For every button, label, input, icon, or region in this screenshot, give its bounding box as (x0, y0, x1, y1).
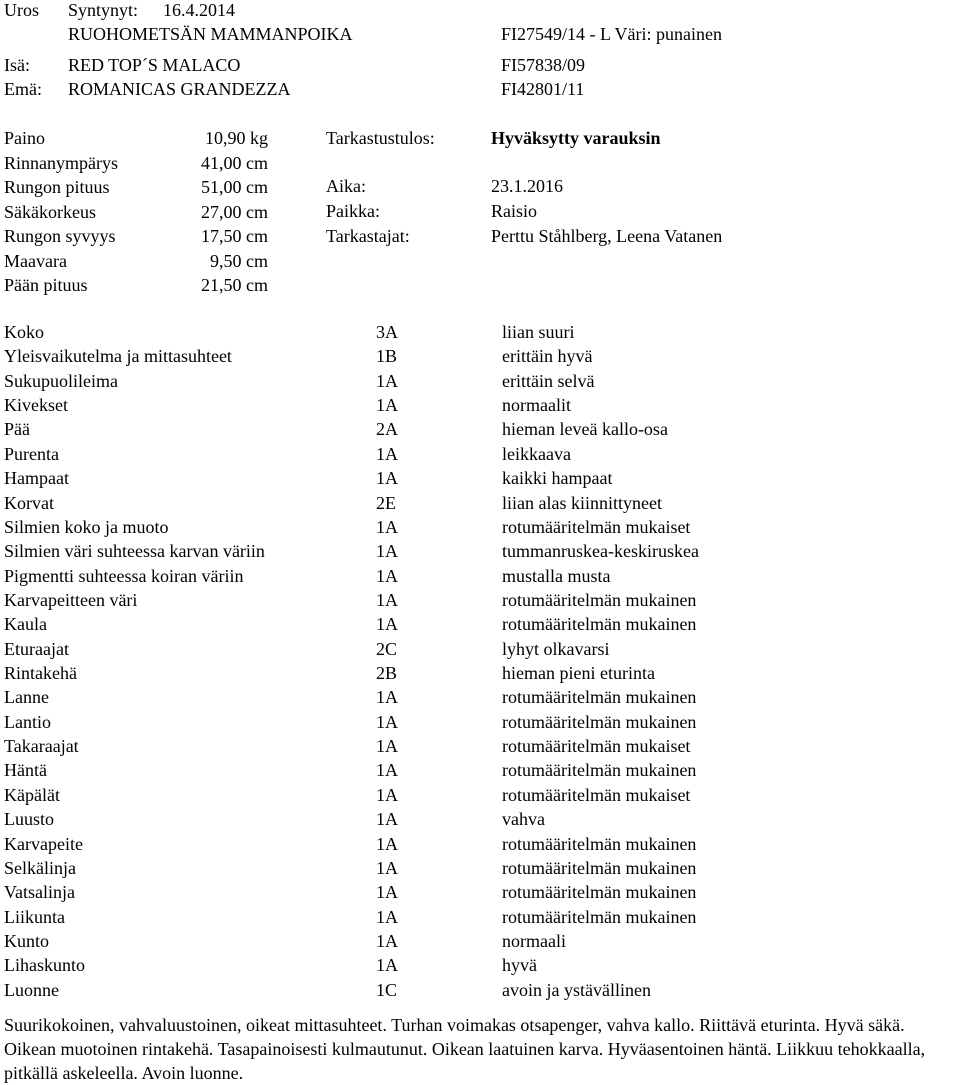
time-value: 23.1.2016 (491, 176, 563, 196)
evaluation-trait: Silmien koko ja muoto (4, 517, 169, 537)
evaluation-comment: normaali (502, 931, 566, 951)
evaluation-comment: avoin ja ystävällinen (502, 980, 651, 1000)
evaluation-trait: Purenta (4, 444, 59, 464)
measurement-value: 17,50 cm (201, 226, 268, 246)
evaluation-comment: hyvä (502, 955, 537, 975)
measurement-value: 10,90 kg (205, 128, 268, 148)
evaluation-trait: Yleisvaikutelma ja mittasuhteet (4, 346, 232, 366)
inspectors-label: Tarkastajat: (326, 226, 410, 246)
evaluation-comment: rotumääritelmän mukainen (502, 882, 697, 902)
evaluation-trait: Lantio (4, 712, 51, 732)
evaluation-trait: Karvapeitteen väri (4, 590, 138, 610)
measurement-value: 9,50 cm (210, 251, 268, 271)
evaluation-grade: 1A (376, 468, 398, 488)
evaluation-grade: 1A (376, 517, 398, 537)
evaluation-trait: Eturaajat (4, 639, 69, 659)
evaluation-grade: 1A (376, 785, 398, 805)
sex-label: Uros (4, 0, 39, 20)
result-value: Hyväksytty varauksin (491, 128, 661, 148)
evaluation-trait: Kunto (4, 931, 49, 951)
measurement-value: 27,00 cm (201, 202, 268, 222)
evaluation-comment: rotumääritelmän mukainen (502, 858, 697, 878)
evaluation-comment: rotumääritelmän mukainen (502, 687, 697, 707)
summary-text: Suurikokoinen, vahvaluustoinen, oikeat mittasuhteet. Turhan voimakas otsapenger, vahva kallo. Riittävä eturinta. Hyvä säkä. Oikean muotoinen rintakehä. Tasapainoisesti kulmautunut. Oikean laatuinen karva. Hyväasentoinen häntä. Liikkuu tehokkaalla, pitkällä askeleella. Avoin luonne. (4, 1015, 926, 1083)
evaluation-trait: Lihaskunto (4, 955, 85, 975)
evaluation-grade: 3A (376, 322, 398, 342)
evaluation-grade: 1A (376, 614, 398, 634)
evaluation-grade: 1B (376, 346, 398, 366)
evaluation-grade: 1A (376, 712, 398, 732)
sire-name: RED TOP´S MALACO (68, 55, 241, 75)
measurement-label: Paino (4, 128, 46, 148)
evaluation-grade: 2B (376, 663, 398, 683)
evaluation-comment: hieman pieni eturinta (502, 663, 655, 683)
evaluation-trait: Koko (4, 322, 44, 342)
evaluation-comment: kaikki hampaat (502, 468, 613, 488)
dam-name: ROMANICAS GRANDEZZA (68, 79, 291, 99)
evaluation-comment: rotumääritelmän mukainen (502, 760, 697, 780)
measurement-label: Rungon syvyys (4, 226, 116, 246)
evaluation-comment: mustalla musta (502, 566, 611, 586)
measurement-label: Maavara (4, 251, 67, 271)
evaluation-trait: Silmien väri suhteessa karvan väriin (4, 541, 265, 561)
evaluation-trait: Vatsalinja (4, 882, 75, 902)
result-label: Tarkastustulos: (326, 128, 435, 148)
evaluation-comment: vahva (502, 809, 545, 829)
evaluation-trait: Pää (4, 419, 30, 439)
evaluation-comment: rotumääritelmän mukainen (502, 712, 697, 732)
evaluation-grade: 1A (376, 371, 398, 391)
evaluation-trait: Sukupuolileima (4, 371, 118, 391)
evaluation-comment: rotumääritelmän mukainen (502, 590, 697, 610)
evaluation-grade: 1A (376, 687, 398, 707)
evaluation-trait: Takaraajat (4, 736, 79, 756)
evaluation-grade: 1A (376, 809, 398, 829)
born-label: Syntynyt: (68, 0, 139, 20)
evaluation-comment: normaalit (502, 395, 571, 415)
measurement-label: Rinnanympärys (4, 153, 118, 173)
inspectors-value: Perttu Ståhlberg, Leena Vatanen (491, 226, 723, 246)
evaluation-comment: rotumääritelmän mukaiset (502, 517, 691, 537)
evaluation-grade: 2E (376, 493, 396, 513)
evaluation-grade: 1A (376, 882, 398, 902)
evaluation-comment: rotumääritelmän mukainen (502, 614, 697, 634)
evaluation-comment: rotumääritelmän mukaiset (502, 736, 691, 756)
evaluation-trait: Lanne (4, 687, 49, 707)
evaluation-comment: rotumääritelmän mukainen (502, 907, 697, 927)
measurement-label: Säkäkorkeus (4, 202, 96, 222)
evaluation-grade: 1A (376, 590, 398, 610)
evaluation-grade: 2C (376, 639, 398, 659)
evaluation-trait: Hampaat (4, 468, 69, 488)
evaluation-trait: Karvapeite (4, 834, 83, 854)
evaluation-grade: 1A (376, 931, 398, 951)
evaluation-trait: Rintakehä (4, 663, 77, 683)
evaluation-grade: 1A (376, 566, 398, 586)
evaluation-trait: Pigmentti suhteessa koiran väriin (4, 566, 244, 586)
evaluation-grade: 1A (376, 834, 398, 854)
evaluation-trait: Kaula (4, 614, 47, 634)
evaluation-grade: 1A (376, 541, 398, 561)
evaluation-trait: Korvat (4, 493, 54, 513)
place-value: Raisio (491, 201, 538, 221)
evaluation-trait: Häntä (4, 760, 47, 780)
sire-registration: FI57838/09 (501, 55, 586, 75)
evaluation-grade: 1C (376, 980, 398, 1000)
measurement-label: Rungon pituus (4, 177, 110, 197)
evaluation-grade: 1A (376, 955, 398, 975)
place-label: Paikka: (326, 201, 380, 221)
evaluation-grade: 1A (376, 907, 398, 927)
evaluation-trait: Käpälät (4, 785, 60, 805)
evaluation-trait: Selkälinja (4, 858, 76, 878)
evaluation-trait: Liikunta (4, 907, 65, 927)
evaluation-grade: 1A (376, 444, 398, 464)
evaluation-comment: liian alas kiinnittyneet (502, 493, 662, 513)
evaluation-comment: erittäin hyvä (502, 346, 593, 366)
evaluation-comment: leikkaava (502, 444, 571, 464)
evaluation-grade: 1A (376, 736, 398, 756)
measurement-value: 41,00 cm (201, 153, 268, 173)
evaluation-grade: 1A (376, 760, 398, 780)
evaluation-trait: Luonne (4, 980, 59, 1000)
evaluation-comment: liian suuri (502, 322, 575, 342)
evaluation-comment: rotumääritelmän mukaiset (502, 785, 691, 805)
evaluation-grade: 1A (376, 858, 398, 878)
evaluation-trait: Kivekset (4, 395, 68, 415)
measurement-value: 21,50 cm (201, 275, 268, 295)
dam-label: Emä: (4, 79, 42, 99)
time-label: Aika: (326, 176, 366, 196)
evaluation-grade: 1A (376, 395, 398, 415)
evaluation-comment: erittäin selvä (502, 371, 595, 391)
evaluation-comment: rotumääritelmän mukainen (502, 834, 697, 854)
evaluation-comment: lyhyt olkavarsi (502, 639, 610, 659)
evaluation-grade: 2A (376, 419, 398, 439)
born-date: 16.4.2014 (163, 0, 235, 20)
dog-registration: FI27549/14 - L Väri: punainen (501, 24, 722, 44)
evaluation-comment: hieman leveä kallo-osa (502, 419, 668, 439)
sire-label: Isä: (4, 55, 30, 75)
evaluation-trait: Luusto (4, 809, 55, 829)
dam-registration: FI42801/11 (501, 79, 585, 99)
evaluation-comment: tummanruskea-keskiruskea (502, 541, 699, 561)
measurement-value: 51,00 cm (201, 177, 268, 197)
dog-name: RUOHOMETSÄN MAMMANPOIKA (68, 24, 353, 44)
measurement-label: Pään pituus (4, 275, 88, 295)
